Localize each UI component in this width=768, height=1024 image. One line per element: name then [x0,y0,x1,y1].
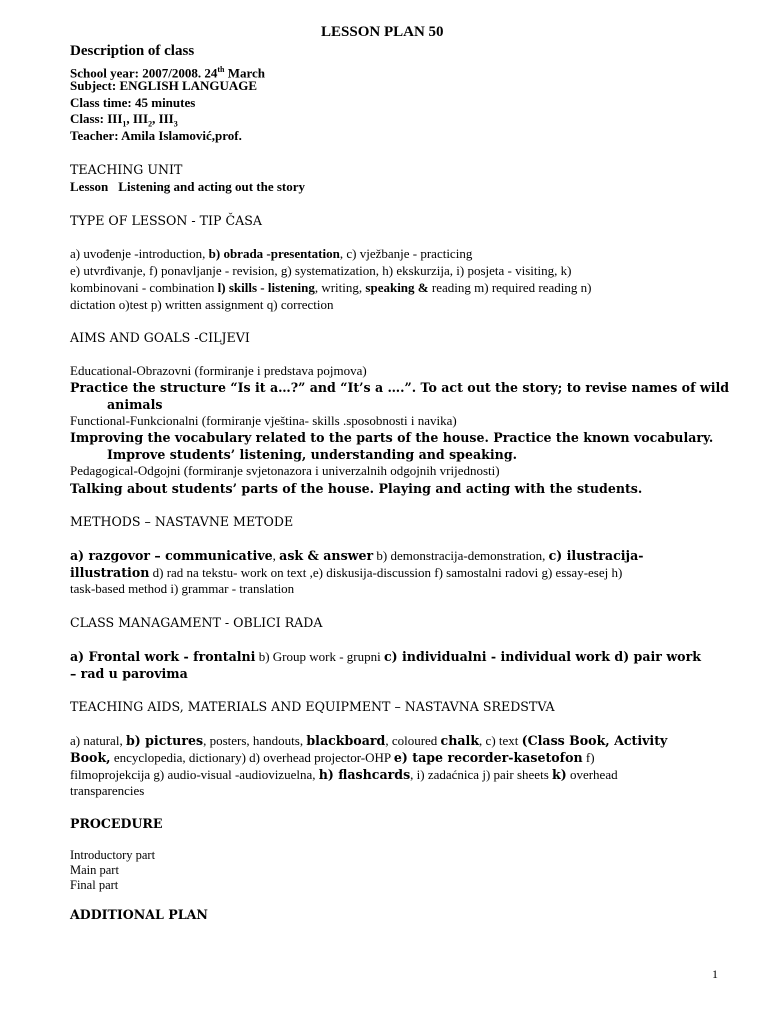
aims-functional-goal: Improving the vocabulary related to the parts of the house. Practice the known vocabulary. [70,430,714,445]
aid-film: filmoprojekcija g) audio-visual -audiovizuelna, [70,767,319,782]
method-a: a) razgovor – communicative [70,548,273,563]
aids-line-2 [70,750,595,766]
aims-educational: Educational-Obrazovni (formiranje i predstava pojmova) [70,363,367,378]
aids-line-1 [70,733,667,749]
method-c-cont: illustration [70,565,150,580]
type-ampersand: & [414,280,432,295]
school-year-prefix: School year: 2007/2008. 24 [70,65,218,81]
lesson-text: Listening and acting out the story [118,179,306,194]
aid-tape-recorder: e) tape recorder-kasetofon [393,750,583,765]
aid-k: k) [552,767,567,782]
class-sub-1: 1 [122,119,127,129]
management-line-2: – rad u parovima [70,666,188,681]
type-reading: reading m) required reading n) [431,280,592,295]
additional-plan-heading: ADDITIONAL PLAN [70,907,208,922]
aid-encyclopedia: encyclopedia, dictionary) d) overhead projector-OHP [110,750,394,765]
aims-functional-goal-cont: Improve students’ listening, understanding and speaking. [107,447,518,462]
type-option-c: , c) vježbanje - practicing [339,246,473,261]
aid-natural: a) natural, [70,733,126,748]
methods-heading: METHODS – NASTAVNE METODE [70,514,294,529]
aid-blackboard: blackboard [306,733,386,748]
method-ask-answer: ask & answer [279,548,374,563]
type-line-3 [70,280,591,296]
method-d-h: d) rad na tekstu- work on text ,e) diskusija-discussion f) samostalni radovi g) essay-esej h) [149,565,623,580]
type-speaking: speaking [365,280,415,295]
aid-posters: , posters, handouts, [203,733,307,748]
page-number: 1 [712,967,718,981]
aims-heading: AIMS AND GOALS -CILJEVI [70,330,250,345]
methods-line-1 [70,548,643,564]
type-combination: kombinovani - combination [70,280,218,295]
school-year-sup: th [217,65,225,74]
aims-pedagogical-goal: Talking about students’ parts of the house. Playing and acting with the students. [70,481,643,496]
aims-functional: Functional-Funkcionalni (formiranje vještina- skills .sposobnosti i navika) [70,413,457,428]
aid-workbook: , i) zadaćnica j) pair sheets [410,767,553,782]
type-writing: , writing, [314,280,366,295]
method-b: b) demonstracija-demonstration, [373,548,549,563]
document-title: LESSON PLAN 50 [321,24,444,40]
aid-coloured: , coloured [385,733,441,748]
description-heading: Description of class [70,43,195,59]
class-sub-2: 2 [148,119,153,129]
methods-line-3: task-based method i) grammar - translation [70,581,295,596]
class-sub-3: 3 [173,119,178,129]
mgmt-group: b) Group work - grupni [255,649,385,664]
procedure-item: Main part [70,863,119,877]
subject-line: Subject: ENGLISH LANGUAGE [70,78,258,93]
aid-text: , c) text [479,733,522,748]
mgmt-individual-pair: c) individualni - individual work d) pair work [384,649,701,664]
type-line-2: e) utvrđivanje, f) ponavljanje - revision, g) systematization, h) ekskurzija, i) posjeta - visiting, k) [70,263,572,278]
teaching-unit-heading: TEACHING UNIT [70,162,183,177]
teacher-line: Teacher: Amila Islamović,prof. [70,128,242,143]
type-line-4: dictation o)test p) written assignment q) correction [70,297,334,312]
class-prefix: Class: III [70,111,123,126]
methods-line-2 [70,565,622,581]
aid-pictures: b) pictures [125,733,204,748]
type-option-a: a) uvođenje -introduction, [70,246,209,261]
aims-educational-goal-cont: animals [107,397,163,412]
mgmt-frontal: a) Frontal work - frontalni [70,649,256,664]
aims-educational-goal: Practice the structure “Is it a…?” and “It’s a ….”. To act out the story; to revise names of wild [70,380,730,395]
type-of-lesson-heading: TYPE OF LESSON - TIP ČASA [70,213,262,228]
procedure-heading: PROCEDURE [70,816,163,831]
type-line-1 [70,246,472,262]
aid-chalk: chalk [440,733,480,748]
aid-book: Book, [70,750,111,765]
aids-line-3 [70,767,618,783]
lesson-label: Lesson [70,179,109,194]
type-skills-listening: l) skills - listening [217,280,315,295]
lesson-line [70,179,305,195]
class-mid-1: , III [126,111,149,126]
aid-flashcards: h) flashcards [318,767,411,782]
aids-heading: TEACHING AIDS, MATERIALS AND EQUIPMENT – NASTAVNA SREDSTVA [70,699,555,714]
aid-overhead: overhead [566,767,618,782]
school-year-suffix: March [224,65,266,81]
management-heading: CLASS MANAGAMENT - OBLICI RADA [70,615,323,630]
procedure-item: Final part [70,878,119,892]
aims-pedagogical: Pedagogical-Odgojni (formiranje svjetonazora i univerzalnih odgojnih vrijednosti) [70,463,500,478]
management-line-1 [70,649,701,665]
class-mid-2: , III [152,111,174,126]
class-time-line: Class time: 45 minutes [70,95,196,110]
procedure-item: Introductory part [70,848,156,862]
method-c: c) ilustracija- [548,548,644,563]
aids-line-4: transparencies [70,783,145,798]
aid-class-book: (Class Book, Activity [521,733,668,748]
method-sep: , [272,548,280,563]
aid-f: f) [582,750,595,765]
type-option-b: b) obrada -presentation [208,246,340,261]
